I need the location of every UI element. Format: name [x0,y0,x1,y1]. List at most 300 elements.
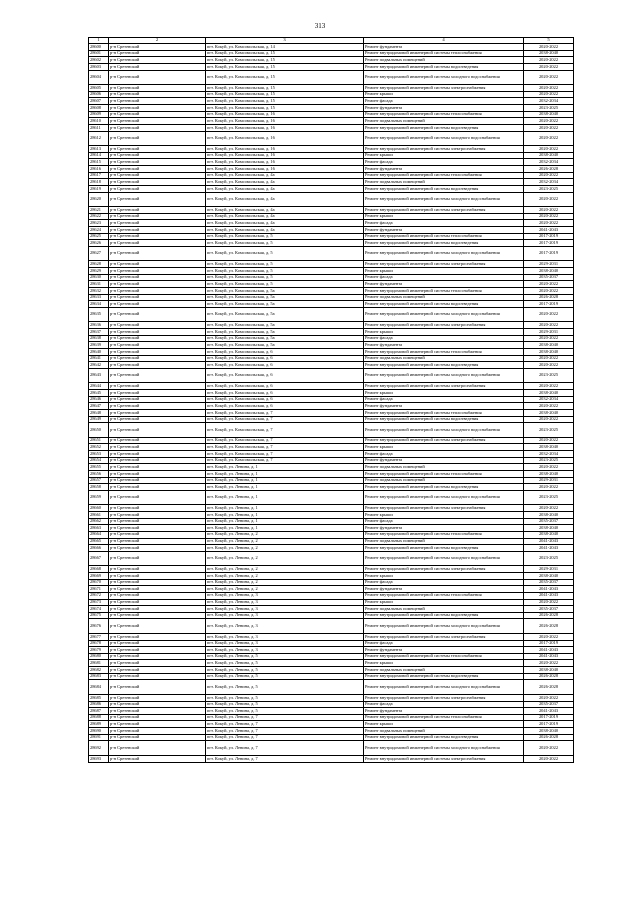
period-cell: 2020-2022 [524,335,574,342]
address-cell: пгт. Кокуй, ул. Комсомольская, д. 7 [206,423,364,438]
district-cell: р-н Сретенский [109,511,206,518]
row-number: 28670 [89,579,109,586]
work-type-cell: Ремонт внутридомовой инженерной системы электроснабжения [364,261,524,268]
district-cell: р-н Сретенский [109,287,206,294]
work-type-cell: Ремонт внутридомовой инженерной системы холодного водоснабжения [364,551,524,566]
table-row [89,152,574,159]
table-row [89,261,574,268]
column-header: 5 [524,38,574,44]
row-number: 28650 [89,423,109,438]
work-type-cell: Ремонт внутридомовой инженерной системы теплоснабжения [364,409,524,416]
period-cell: 2017-2019 [524,714,574,721]
table-row [89,653,574,660]
row-number: 28658 [89,484,109,491]
district-cell: р-н Сретенский [109,741,206,756]
period-cell: 2038-2040 [524,348,574,355]
address-cell: пгт. Кокуй, ул. Комсомольская, д. 15 [206,98,364,105]
period-cell: 2038-2040 [524,667,574,674]
district-cell: р-н Сретенский [109,531,206,538]
address-cell: пгт. Кокуй, ул. Комсомольская, д. 4а [206,172,364,179]
row-number: 28688 [89,714,109,721]
work-type-cell: Ремонт внутридомовой инженерной системы теплоснабжения [364,50,524,57]
period-cell: 2038-2040 [524,531,574,538]
work-type-cell: Ремонт внутридомовой инженерной системы теплоснабжения [364,531,524,538]
address-cell: пгт. Кокуй, ул. Комсомольская, д. 15 [206,70,364,85]
district-cell: р-н Сретенский [109,416,206,423]
address-cell: пгт. Кокуй, ул. Ленина, д. 2 [206,531,364,538]
work-type-cell: Ремонт крыши [364,599,524,606]
table-row [89,342,574,349]
table-row [89,484,574,491]
district-cell: р-н Сретенский [109,268,206,275]
row-number: 28621 [89,207,109,214]
district-cell: р-н Сретенский [109,226,206,233]
district-cell: р-н Сретенский [109,70,206,85]
address-cell: пгт. Кокуй, ул. Комсомольская, д. 7 [206,437,364,444]
district-cell: р-н Сретенский [109,368,206,383]
address-cell: пгт. Кокуй, ул. Ленина, д. 7 [206,721,364,728]
address-cell: пгт. Кокуй, ул. Ленина, д. 7 [206,728,364,735]
table-row [89,274,574,281]
address-cell: пгт. Кокуй, ул. Ленина, д. 1 [206,511,364,518]
table-row [89,660,574,667]
table-row [89,301,574,308]
district-cell: р-н Сретенский [109,348,206,355]
period-cell: 2020-2022 [524,505,574,512]
row-number: 28677 [89,633,109,640]
table-row [89,118,574,125]
district-cell: р-н Сретенский [109,505,206,512]
work-type-cell: Ремонт внутридомовой инженерной системы водоотведения [364,545,524,552]
work-type-cell: Ремонт внутридомовой инженерной системы электроснабжения [364,322,524,329]
period-cell: 2020-2022 [524,220,574,227]
period-cell: 2032-2034 [524,98,574,105]
district-cell: р-н Сретенский [109,192,206,207]
work-type-cell: Ремонт внутридомовой инженерной системы водоотведения [364,124,524,131]
district-cell: р-н Сретенский [109,586,206,593]
district-cell: р-н Сретенский [109,220,206,227]
district-cell: р-н Сретенский [109,477,206,484]
address-cell: пгт. Кокуй, ул. Ленина, д. 1 [206,470,364,477]
address-cell: пгт. Кокуй, ул. Ленина, д. 3 [206,606,364,613]
district-cell: р-н Сретенский [109,213,206,220]
row-number: 28645 [89,389,109,396]
table-row [89,213,574,220]
table-body [89,44,574,763]
work-type-cell: Ремонт крыши [364,444,524,451]
row-number: 28663 [89,525,109,532]
table-row [89,755,574,762]
row-number: 28653 [89,450,109,457]
district-cell: р-н Сретенский [109,444,206,451]
work-type-cell: Ремонт внутридомовой инженерной системы холодного водоснабжения [364,246,524,261]
address-cell: пгт. Кокуй, ул. Комсомольская, д. 6 [206,389,364,396]
period-cell: 2020-2022 [524,172,574,179]
row-number: 28643 [89,368,109,383]
period-cell: 2017-2019 [524,240,574,247]
work-type-cell: Ремонт подвальных помещений [364,57,524,64]
table-row [89,606,574,613]
district-cell: р-н Сретенский [109,721,206,728]
table-row [89,63,574,70]
address-cell: пгт. Кокуй, ул. Комсомольская, д. 16 [206,152,364,159]
row-number: 28641 [89,355,109,362]
table-row [89,368,574,383]
work-type-cell: Ремонт фасада [364,220,524,227]
table-row [89,505,574,512]
period-cell: 2041-2043 [524,545,574,552]
district-cell: р-н Сретенский [109,694,206,701]
district-cell: р-н Сретенский [109,301,206,308]
district-cell: р-н Сретенский [109,104,206,111]
table-row [89,640,574,647]
district-cell: р-н Сретенский [109,44,206,51]
row-number: 28632 [89,287,109,294]
work-type-cell: Ремонт внутридомовой инженерной системы теплоснабжения [364,172,524,179]
row-number: 28686 [89,701,109,708]
address-cell: пгт. Кокуй, ул. Комсомольская, д. 5 [206,240,364,247]
work-type-cell: Ремонт фасада [364,579,524,586]
table-row [89,437,574,444]
address-cell: пгт. Кокуй, ул. Комсомольская, д. 16 [206,165,364,172]
work-type-cell: Ремонт внутридомовой инженерной системы водоотведения [364,63,524,70]
table-row [89,389,574,396]
row-number: 28675 [89,612,109,619]
table-row [89,355,574,362]
table-row [89,192,574,207]
district-cell: р-н Сретенский [109,599,206,606]
work-type-cell: Ремонт внутридомовой инженерной системы электроснабжения [364,383,524,390]
work-type-cell: Ремонт внутридомовой инженерной системы теплоснабжения [364,111,524,118]
address-cell: пгт. Кокуй, ул. Комсомольская, д. 5 [206,268,364,275]
work-type-cell: Ремонт подвальных помещений [364,538,524,545]
district-cell: р-н Сретенский [109,612,206,619]
district-cell: р-н Сретенский [109,335,206,342]
period-cell: 2020-2022 [524,633,574,640]
period-cell: 2020-2022 [524,599,574,606]
table-row [89,734,574,741]
address-cell: пгт. Кокуй, ул. Комсомольская, д. 5а [206,335,364,342]
row-number: 28614 [89,152,109,159]
address-cell: пгт. Кокуй, ул. Комсомольская, д. 5 [206,233,364,240]
period-cell: 2026-2028 [524,612,574,619]
address-cell: пгт. Кокуй, ул. Ленина, д. 2 [206,566,364,573]
district-cell: р-н Сретенский [109,734,206,741]
period-cell: 2020-2022 [524,464,574,471]
period-cell: 2020-2022 [524,146,574,153]
row-number: 28654 [89,457,109,464]
work-type-cell: Ремонт внутридомовой инженерной системы холодного водоснабжения [364,192,524,207]
work-type-cell: Ремонт внутридомовой инженерной системы холодного водоснабжения [364,490,524,505]
work-type-cell: Ремонт подвальных помещений [364,477,524,484]
table-row [89,566,574,573]
work-type-cell: Ремонт внутридомовой инженерной системы водоотведения [364,416,524,423]
district-cell: р-н Сретенский [109,606,206,613]
period-cell: 2032-2034 [524,159,574,166]
address-cell: пгт. Кокуй, ул. Комсомольская, д. 5а [206,329,364,336]
table-row [89,146,574,153]
address-cell: пгт. Кокуй, ул. Комсомольская, д. 5а [206,301,364,308]
work-type-cell: Ремонт фундамента [364,281,524,288]
address-cell: пгт. Кокуй, ул. Ленина, д. 2 [206,586,364,593]
work-type-cell: Ремонт внутридомовой инженерной системы водоотведения [364,185,524,192]
district-cell: р-н Сретенский [109,640,206,647]
row-number: 28657 [89,477,109,484]
address-cell: пгт. Кокуй, ул. Комсомольская, д. 4а [206,179,364,186]
row-number: 28648 [89,409,109,416]
row-number: 28671 [89,586,109,593]
period-cell: 2020-2022 [524,403,574,410]
row-number: 28625 [89,233,109,240]
address-cell: пгт. Кокуй, ул. Комсомольская, д. 6 [206,368,364,383]
district-cell: р-н Сретенский [109,755,206,762]
repair-schedule-table [88,37,574,763]
row-number: 28618 [89,179,109,186]
address-cell: пгт. Кокуй, ул. Комсомольская, д. 15 [206,91,364,98]
row-number: 28668 [89,566,109,573]
table-row [89,457,574,464]
table-row [89,619,574,634]
work-type-cell: Ремонт крыши [364,329,524,336]
row-number: 28672 [89,592,109,599]
table-row [89,98,574,105]
row-number: 28623 [89,220,109,227]
district-cell: р-н Сретенский [109,579,206,586]
table-row [89,701,574,708]
address-cell: пгт. Кокуй, ул. Комсомольская, д. 15 [206,85,364,92]
district-cell: р-н Сретенский [109,50,206,57]
address-cell: пгт. Кокуй, ул. Ленина, д. 5 [206,673,364,680]
district-cell: р-н Сретенский [109,307,206,322]
row-number: 28659 [89,490,109,505]
period-cell: 2020-2022 [524,131,574,146]
work-type-cell: Ремонт подвальных помещений [364,728,524,735]
table-row [89,226,574,233]
table-row [89,111,574,118]
row-number: 28634 [89,301,109,308]
period-cell: 2041-2043 [524,708,574,715]
work-type-cell: Ремонт внутридомовой инженерной системы водоотведения [364,612,524,619]
period-cell: 2017-2019 [524,721,574,728]
address-cell: пгт. Кокуй, ул. Ленина, д. 5 [206,653,364,660]
table-row [89,268,574,275]
period-cell: 2020-2022 [524,741,574,756]
work-type-cell: Ремонт фундамента [364,457,524,464]
district-cell: р-н Сретенский [109,274,206,281]
district-cell: р-н Сретенский [109,294,206,301]
work-type-cell: Ремонт внутридомовой инженерной системы водоотведения [364,240,524,247]
work-type-cell: Ремонт фасада [364,274,524,281]
row-number: 28667 [89,551,109,566]
period-cell: 2020-2022 [524,63,574,70]
table-row [89,104,574,111]
row-number: 28633 [89,294,109,301]
period-cell: 2020-2022 [524,124,574,131]
table-row [89,329,574,336]
row-number: 28669 [89,572,109,579]
period-cell: 2020-2022 [524,85,574,92]
address-cell: пгт. Кокуй, ул. Комсомольская, д. 5а [206,322,364,329]
row-number: 28680 [89,653,109,660]
row-number: 28661 [89,511,109,518]
period-cell: 2038-2040 [524,470,574,477]
row-number: 28624 [89,226,109,233]
row-number: 28642 [89,362,109,369]
address-cell: пгт. Кокуй, ул. Комсомольская, д. 5 [206,281,364,288]
work-type-cell: Ремонт крыши [364,213,524,220]
address-cell: пгт. Кокуй, ул. Ленина, д. 3 [206,647,364,654]
address-cell: пгт. Кокуй, ул. Ленина, д. 2 [206,545,364,552]
district-cell: р-н Сретенский [109,131,206,146]
table-row [89,246,574,261]
row-number: 28606 [89,91,109,98]
work-type-cell: Ремонт внутридомовой инженерной системы теплоснабжения [364,653,524,660]
address-cell: пгт. Кокуй, ул. Комсомольская, д. 6 [206,348,364,355]
table-row [89,680,574,695]
work-type-cell: Ремонт подвальных помещений [364,355,524,362]
address-cell: пгт. Кокуй, ул. Ленина, д. 3 [206,619,364,634]
row-number: 28610 [89,118,109,125]
address-cell: пгт. Кокуй, ул. Комсомольская, д. 7 [206,450,364,457]
table-row [89,57,574,64]
address-cell: пгт. Кокуй, ул. Комсомольская, д. 5а [206,342,364,349]
period-cell: 2026-2028 [524,165,574,172]
work-type-cell: Ремонт внутридомовой инженерной системы электроснабжения [364,85,524,92]
district-cell: р-н Сретенский [109,403,206,410]
district-cell: р-н Сретенский [109,165,206,172]
work-type-cell: Ремонт внутридомовой инженерной системы водоотведения [364,362,524,369]
row-number: 28635 [89,307,109,322]
address-cell: пгт. Кокуй, ул. Ленина, д. 5 [206,667,364,674]
district-cell: р-н Сретенский [109,342,206,349]
period-cell: 2035-2037 [524,579,574,586]
work-type-cell: Ремонт внутридомовой инженерной системы холодного водоснабжения [364,423,524,438]
row-number: 28611 [89,124,109,131]
row-number: 28682 [89,667,109,674]
row-number: 28656 [89,470,109,477]
period-cell: 2023-2025 [524,457,574,464]
period-cell: 2020-2022 [524,437,574,444]
table-row [89,362,574,369]
work-type-cell: Ремонт фундамента [364,403,524,410]
row-number: 28607 [89,98,109,105]
address-cell: пгт. Кокуй, ул. Комсомольская, д. 5 [206,261,364,268]
address-cell: пгт. Кокуй, ул. Ленина, д. 7 [206,734,364,741]
address-cell: пгт. Кокуй, ул. Комсомольская, д. 7 [206,457,364,464]
work-type-cell: Ремонт внутридомовой инженерной системы теплоснабжения [364,233,524,240]
district-cell: р-н Сретенский [109,185,206,192]
district-cell: р-н Сретенский [109,673,206,680]
work-type-cell: Ремонт фундамента [364,226,524,233]
table-row [89,416,574,423]
row-number: 28631 [89,281,109,288]
page-number: 313 [314,22,326,30]
period-cell: 2020-2022 [524,57,574,64]
address-cell: пгт. Кокуй, ул. Ленина, д. 5 [206,701,364,708]
row-number: 28626 [89,240,109,247]
address-cell: пгт. Кокуй, ул. Ленина, д. 3 [206,633,364,640]
row-number: 28683 [89,673,109,680]
table-row [89,673,574,680]
table-row [89,220,574,227]
work-type-cell: Ремонт подвальных помещений [364,606,524,613]
district-cell: р-н Сретенский [109,518,206,525]
row-number: 28608 [89,104,109,111]
work-type-cell: Ремонт внутридомовой инженерной системы электроснабжения [364,694,524,701]
table-row [89,403,574,410]
address-cell: пгт. Кокуй, ул. Комсомольская, д. 4а [206,207,364,214]
work-type-cell: Ремонт подвальных помещений [364,294,524,301]
address-cell: пгт. Кокуй, ул. Комсомольская, д. 5а [206,294,364,301]
address-cell: пгт. Кокуй, ул. Ленина, д. 1 [206,490,364,505]
work-type-cell: Ремонт внутридомовой инженерной системы электроснабжения [364,207,524,214]
period-cell: 2026-2028 [524,619,574,634]
district-cell: р-н Сретенский [109,118,206,125]
period-cell: 2020-2022 [524,416,574,423]
work-type-cell: Ремонт внутридомовой инженерной системы холодного водоснабжения [364,680,524,695]
table-row [89,294,574,301]
address-cell: пгт. Кокуй, ул. Комсомольская, д. 6 [206,396,364,403]
address-cell: пгт. Кокуй, ул. Ленина, д. 3 [206,612,364,619]
district-cell: р-н Сретенский [109,566,206,573]
table-row [89,179,574,186]
address-cell: пгт. Кокуй, ул. Комсомольская, д. 6 [206,362,364,369]
work-type-cell: Ремонт подвальных помещений [364,179,524,186]
address-cell: пгт. Кокуй, ул. Комсомольская, д. 6 [206,383,364,390]
address-cell: пгт. Кокуй, ул. Комсомольская, д. 4а [206,226,364,233]
address-cell: пгт. Кокуй, ул. Комсомольская, д. 4а [206,213,364,220]
period-cell: 2020-2022 [524,660,574,667]
address-cell: пгт. Кокуй, ул. Комсомольская, д. 4а [206,185,364,192]
period-cell: 2023-2025 [524,104,574,111]
period-cell: 2026-2028 [524,680,574,695]
address-cell: пгт. Кокуй, ул. Комсомольская, д. 15 [206,57,364,64]
address-cell: пгт. Кокуй, ул. Комсомольская, д. 5а [206,287,364,294]
address-cell: пгт. Кокуй, ул. Комсомольская, д. 16 [206,159,364,166]
row-number: 28689 [89,721,109,728]
period-cell: 2041-2043 [524,226,574,233]
table-row [89,538,574,545]
address-cell: пгт. Кокуй, ул. Комсомольская, д. 15 [206,104,364,111]
district-cell: р-н Сретенский [109,633,206,640]
table-row [89,444,574,451]
work-type-cell: Ремонт внутридомовой инженерной системы холодного водоснабжения [364,307,524,322]
address-cell: пгт. Кокуй, ул. Комсомольская, д. 5а [206,307,364,322]
row-number: 28605 [89,85,109,92]
column-header: 1 [89,38,109,44]
table-row [89,599,574,606]
address-cell: пгт. Кокуй, ул. Комсомольская, д. 7 [206,416,364,423]
work-type-cell: Ремонт внутридомовой инженерной системы водоотведения [364,484,524,491]
table-row [89,159,574,166]
period-cell: 2017-2019 [524,640,574,647]
row-number: 28609 [89,111,109,118]
table-row [89,165,574,172]
table-row [89,91,574,98]
table-row [89,287,574,294]
period-cell: 2035-2037 [524,274,574,281]
district-cell: р-н Сретенский [109,680,206,695]
district-cell: р-н Сретенский [109,172,206,179]
row-number: 28620 [89,192,109,207]
period-cell: 2029-2031 [524,566,574,573]
work-type-cell: Ремонт внутридомовой инженерной системы водоотведения [364,301,524,308]
table-row [89,586,574,593]
row-number: 28684 [89,680,109,695]
table-row [89,348,574,355]
address-cell: пгт. Кокуй, ул. Ленина, д. 5 [206,694,364,701]
table-row [89,185,574,192]
